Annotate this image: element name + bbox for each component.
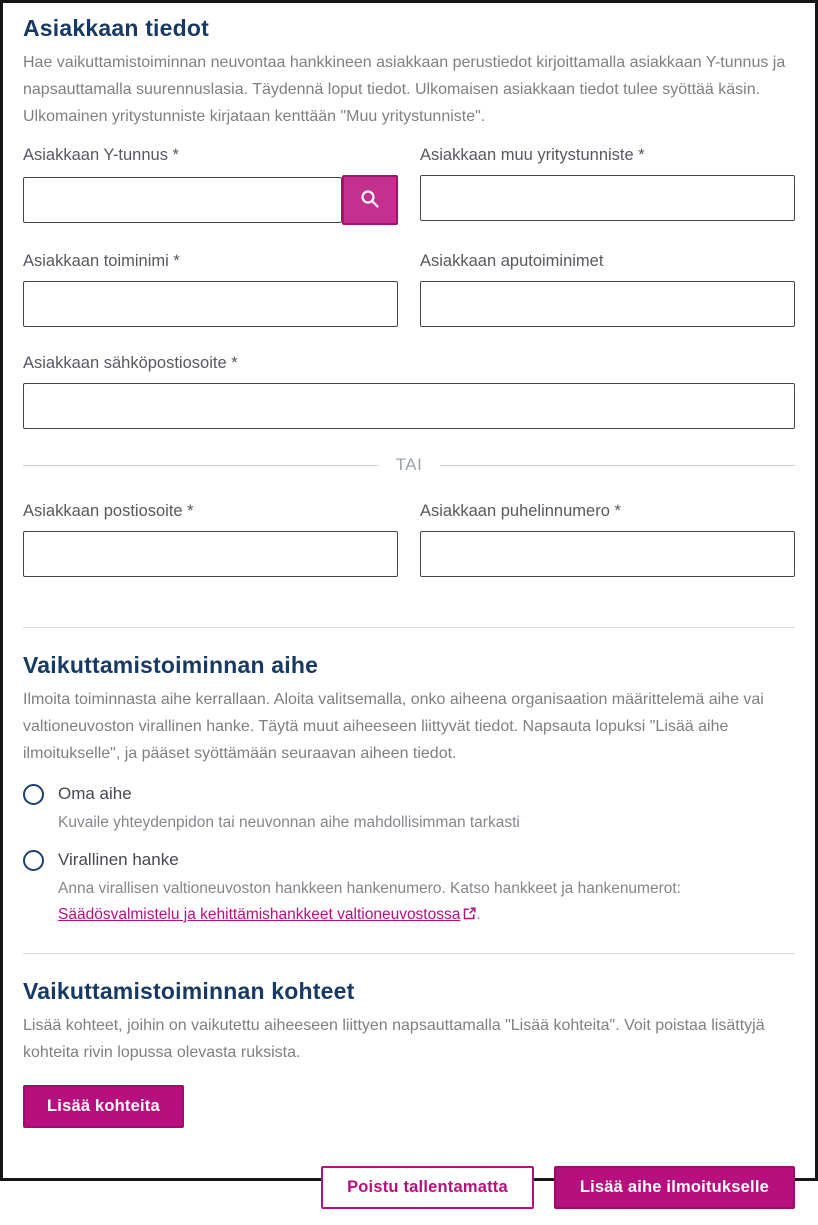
external-link-icon	[463, 903, 476, 929]
own-topic-label: Oma aihe	[58, 784, 132, 803]
other-business-id-label: Asiakkaan muu yritystunniste *	[420, 146, 645, 164]
search-icon	[358, 187, 382, 214]
other-business-id-field	[420, 145, 795, 225]
targets-section-title: Vaikuttamistoiminnan kohteet	[23, 978, 355, 1004]
official-project-label: Virallinen hanke	[58, 850, 179, 869]
aux-names-field	[420, 251, 795, 327]
phone-label: Asiakkaan puhelinnumero *	[420, 502, 621, 520]
official-project-description-period: .	[476, 906, 481, 923]
aux-names-input[interactable]	[420, 281, 795, 327]
customer-fields-row-3	[23, 501, 795, 603]
own-topic-description: Kuvaile yhteydenpidon tai neuvonnan aihe mahdollisimman tarkasti	[58, 814, 520, 831]
customer-fields-row-2	[23, 251, 795, 353]
customer-section-intro: Hae vaikuttamistoiminnan neuvontaa hankkineen asiakkaan perustiedot kirjoittamalla asiakkaan Y-tunnus ja napsauttamalla suurennuslasia. Täydennä loput tiedot. Ulkomaisen asiakkaan tiedot tulee syöttää käsin. Ulkomainen yritystunniste kirjataan kenttään "Muu yritystunniste".	[23, 54, 786, 125]
section-targets	[23, 976, 795, 1128]
own-topic-radio-row	[23, 782, 795, 806]
email-label: Asiakkaan sähköpostiosoite *	[23, 354, 238, 372]
add-topic-button[interactable]: Lisää aihe ilmoitukselle	[554, 1166, 795, 1209]
email-input[interactable]	[23, 383, 795, 429]
or-divider-label: TAI	[395, 455, 423, 474]
hankkeet-link-text: Säädösvalmistelu ja kehittämishankkeet valtioneuvostossa	[58, 906, 461, 923]
postal-address-label: Asiakkaan postiosoite *	[23, 502, 194, 520]
phone-field	[420, 501, 795, 577]
business-id-field	[23, 145, 398, 225]
exit-without-saving-button[interactable]: Poistu tallentamatta	[321, 1166, 534, 1209]
company-name-input[interactable]	[23, 281, 398, 327]
other-business-id-input[interactable]	[420, 175, 795, 221]
official-project-radio-row	[23, 848, 795, 872]
topic-section-intro: Ilmoita toiminnasta aihe kerrallaan. Aloita valitsemalla, onko aiheena organisaation määrittelemä aihe vai valtioneuvoston virallinen hanke. Täytä muut aiheeseen liittyvät tiedot. Napsauta lopuksi "Lisää aihe ilmoitukselle", ja pääset syöttämään seuraavan aiheen tiedot.	[23, 691, 764, 762]
topic-section-title: Vaikuttamistoiminnan aihe	[23, 652, 319, 678]
section-divider-1	[23, 627, 795, 628]
or-divider	[23, 455, 795, 475]
form-container	[3, 3, 815, 1225]
phone-input[interactable]	[420, 531, 795, 577]
radio-option-own-topic	[23, 782, 795, 836]
hankkeet-link[interactable]	[58, 906, 476, 923]
search-button[interactable]	[342, 175, 398, 225]
company-name-label: Asiakkaan toiminimi *	[23, 252, 180, 270]
customer-fields-row-1	[23, 145, 795, 251]
postal-address-input[interactable]	[23, 531, 398, 577]
section-topic	[23, 650, 795, 929]
business-id-input[interactable]	[23, 177, 342, 223]
aux-names-label: Asiakkaan aputoiminimet	[420, 252, 604, 270]
footer-actions	[23, 1166, 795, 1209]
postal-address-field	[23, 501, 398, 577]
company-name-field	[23, 251, 398, 327]
business-id-input-group	[23, 175, 398, 225]
customer-section-title: Asiakkaan tiedot	[23, 15, 209, 41]
radio-option-official-project	[23, 848, 795, 929]
section-divider-2	[23, 953, 795, 954]
section-customer-details	[23, 13, 795, 603]
add-targets-button[interactable]: Lisää kohteita	[23, 1085, 184, 1128]
official-project-radio[interactable]	[23, 850, 44, 871]
or-divider-line-right	[440, 465, 795, 466]
email-field-wrap	[23, 353, 795, 429]
own-topic-radio[interactable]	[23, 784, 44, 805]
official-project-description-text: Anna virallisen valtioneuvoston hankkeen hankenumero. Katso hankkeet ja hankenumerot:	[58, 880, 681, 897]
business-id-label: Asiakkaan Y-tunnus *	[23, 146, 179, 164]
or-divider-line-left	[23, 465, 378, 466]
targets-section-intro: Lisää kohteet, joihin on vaikutettu aiheeseen liittyen napsauttamalla "Lisää kohteita". Voit poistaa lisättyjä kohteita rivin lopussa olevasta ruksista.	[23, 1017, 765, 1061]
official-project-description	[58, 876, 758, 929]
